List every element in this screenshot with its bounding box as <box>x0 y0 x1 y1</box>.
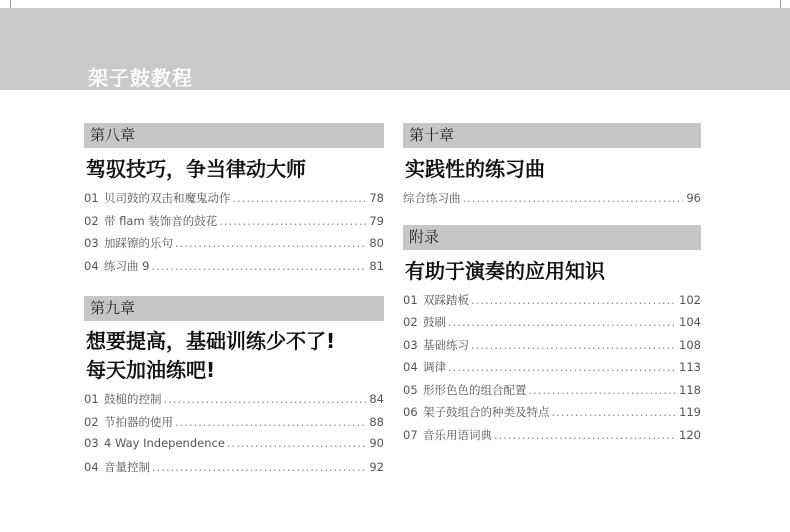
toc-page: 92 <box>369 459 384 474</box>
chapter-8-section <box>84 123 384 280</box>
toc-item[interactable] <box>403 404 701 427</box>
chapter-label: 第九章 <box>84 296 384 321</box>
toc-number: 02 <box>84 213 99 228</box>
toc-page: 118 <box>679 382 701 397</box>
toc-number: 03 <box>84 236 99 250</box>
chapter-title <box>86 327 384 385</box>
toc-item[interactable] <box>403 292 701 315</box>
leader-dots <box>494 428 676 442</box>
toc-page: 78 <box>369 191 384 205</box>
toc-item[interactable] <box>84 190 384 213</box>
chapter-label: 附录 <box>403 225 701 250</box>
toc-page: 79 <box>369 213 384 228</box>
leader-dots <box>151 259 366 273</box>
toc-item[interactable] <box>84 436 384 459</box>
toc-page: 120 <box>679 427 701 442</box>
chapter-title-line: 每天加油练吧! <box>86 358 216 382</box>
toc-item[interactable] <box>84 213 384 236</box>
toc-number: 01 <box>84 392 99 406</box>
toc-text: 综合练习曲 <box>403 191 461 205</box>
toc-number: 04 <box>403 360 418 374</box>
toc-list <box>403 190 701 213</box>
toc-number: 06 <box>403 405 418 419</box>
header-banner <box>0 8 790 90</box>
toc-page: 104 <box>679 315 701 329</box>
leader-dots <box>552 405 677 419</box>
toc-text: 鼓刷 <box>423 315 446 329</box>
crop-mark-right <box>780 0 781 8</box>
toc-number: 01 <box>403 292 418 307</box>
leader-dots <box>448 315 676 329</box>
leader-dots <box>227 436 366 450</box>
leader-dots <box>233 191 367 205</box>
toc-number: 02 <box>403 315 418 329</box>
toc-page: 113 <box>679 360 701 374</box>
toc-text: 节拍器的使用 <box>104 414 173 429</box>
toc-number: 01 <box>84 191 99 205</box>
toc-number: 03 <box>84 436 99 450</box>
left-column <box>84 123 384 497</box>
toc-list <box>84 391 384 481</box>
toc-page: 102 <box>679 292 701 307</box>
toc-page: 88 <box>369 414 384 429</box>
chapter-title: 有助于演奏的应用知识 <box>405 258 605 283</box>
leader-dots <box>471 293 676 307</box>
chapter-title: 实践性的练习曲 <box>405 157 545 181</box>
leader-dots <box>529 383 677 397</box>
toc-item[interactable] <box>403 337 701 360</box>
chapter-label: 第十章 <box>403 123 701 148</box>
chapter-9-section <box>84 296 384 481</box>
toc-text: 练习曲 9 <box>104 258 150 273</box>
toc-item[interactable] <box>84 235 384 258</box>
toc-list <box>403 292 701 450</box>
toc-item[interactable] <box>403 427 701 450</box>
toc-item[interactable] <box>403 382 701 405</box>
toc-number: 05 <box>403 382 418 397</box>
chapter-title: 驾驭技巧，争当律动大师 <box>86 157 306 181</box>
toc-text: 带 flam 装饰音的鼓花 <box>104 213 218 228</box>
right-column <box>403 123 701 465</box>
toc-page: 108 <box>679 337 701 352</box>
toc-number: 02 <box>84 414 99 429</box>
toc-text: 4 Way Independence <box>104 436 225 450</box>
leader-dots <box>175 415 366 429</box>
toc-text: 贝司鼓的双击和魔鬼动作 <box>104 191 231 205</box>
toc-list <box>84 190 384 280</box>
toc-number: 04 <box>84 459 99 474</box>
toc-text: 基础练习 <box>423 337 469 352</box>
toc-page: 96 <box>686 191 701 205</box>
toc-text: 音乐用语词典 <box>423 427 492 442</box>
chapter-label: 第八章 <box>84 123 384 148</box>
toc-item[interactable] <box>84 459 384 482</box>
toc-number: 04 <box>84 258 99 273</box>
toc-item[interactable] <box>403 314 701 337</box>
toc-item[interactable] <box>84 414 384 437</box>
toc-page: 84 <box>369 392 384 406</box>
toc-page: 90 <box>369 436 384 450</box>
leader-dots <box>219 214 366 228</box>
toc-text: 加踩镲的乐句 <box>104 236 173 250</box>
toc-page: 80 <box>369 236 384 250</box>
toc-text: 调律 <box>423 360 446 374</box>
toc-item[interactable] <box>84 258 384 281</box>
toc-text: 形形色色的组合配置 <box>423 382 527 397</box>
leader-dots <box>164 392 367 406</box>
leader-dots <box>448 360 676 374</box>
appendix-section <box>403 225 701 450</box>
toc-item[interactable] <box>403 190 701 213</box>
toc-text: 双踩踏板 <box>423 292 469 307</box>
toc-item[interactable] <box>403 359 701 382</box>
crop-mark-left <box>10 0 11 8</box>
leader-dots <box>471 338 676 352</box>
toc-page: 119 <box>679 405 701 419</box>
toc-number: 07 <box>403 427 418 442</box>
toc-item[interactable] <box>84 391 384 414</box>
toc-number: 03 <box>403 337 418 352</box>
toc-text: 架子鼓组合的种类及特点 <box>423 405 550 419</box>
toc-text: 音量控制 <box>104 459 150 474</box>
leader-dots <box>463 191 684 205</box>
book-title: 架子鼓教程 <box>88 66 193 90</box>
chapter-title-line: 想要提高，基础训练少不了! <box>86 329 336 353</box>
leader-dots <box>152 460 366 474</box>
toc-text: 鼓槌的控制 <box>104 392 162 406</box>
chapter-10-section <box>403 123 701 213</box>
leader-dots <box>175 236 366 250</box>
toc-page: 81 <box>369 258 384 273</box>
